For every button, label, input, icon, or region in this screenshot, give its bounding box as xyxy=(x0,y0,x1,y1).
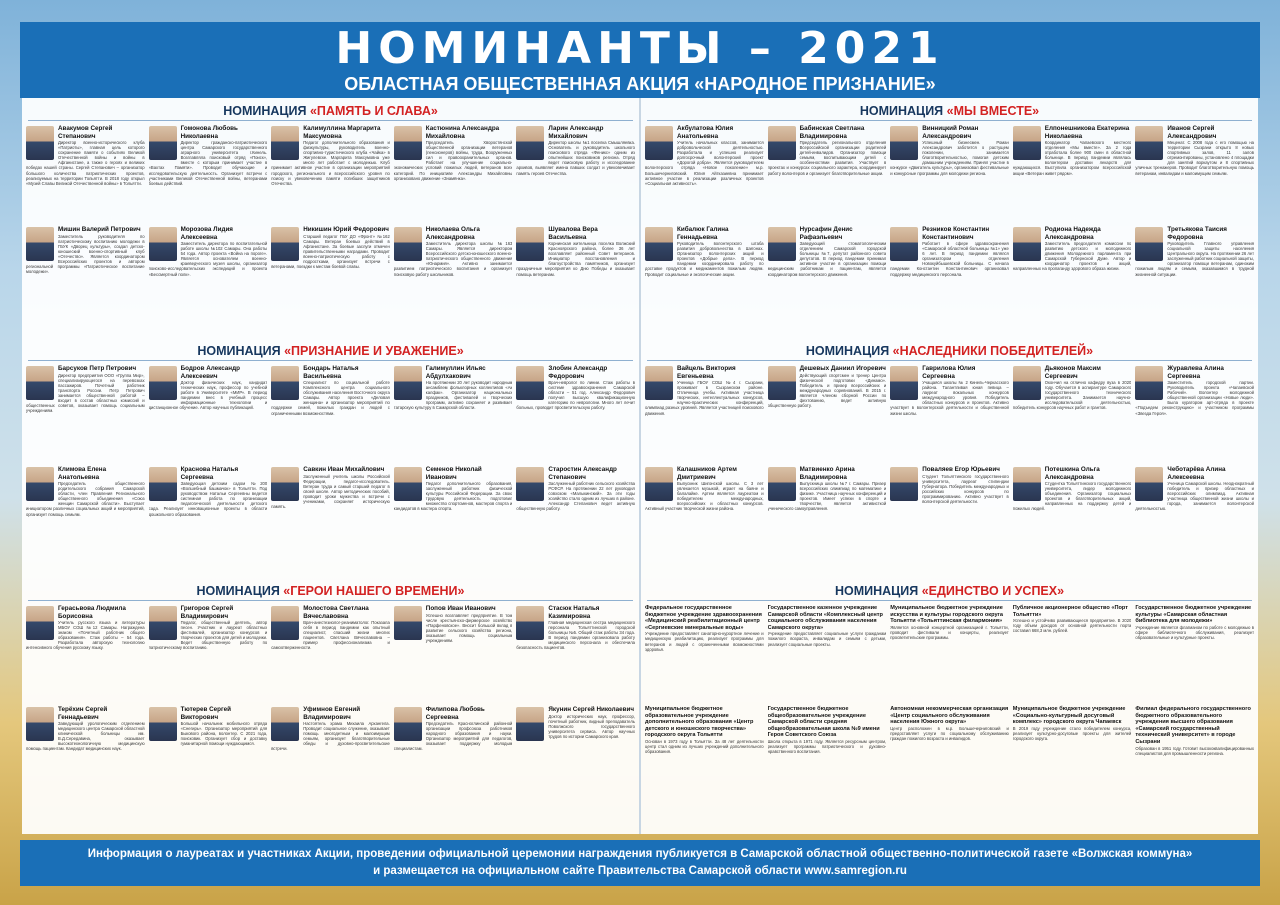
nominee-description: Директор школы №1 поселка Смышляевка. Основатель и руководитель школьного поискового отряда «Феникс» одним из опытнейших поисковиков региона. Отряд ведет поисковую работу и исследование архивов, выявляет имена павших солдат и увековечивает память героев Отечества. xyxy=(516,140,635,176)
nominee-description: Окончил на отлично кафедру вуза в 2020 году. Обучается в аспирантуре Самарского государственного технического университета. Занимается научно-исследовательской деятельностью, победитель конкурсов научных работ и грантов. xyxy=(1012,380,1132,411)
nominee-card xyxy=(890,123,1009,223)
nominee-photo xyxy=(1135,467,1163,501)
nominee-grid xyxy=(22,363,639,463)
nominee-card xyxy=(26,224,145,324)
nomination-section xyxy=(641,342,1258,463)
nominee-name: Молостова Светлана Вячеславовна xyxy=(303,605,369,620)
nominee-name: Злобин Александр Федорович xyxy=(548,365,608,380)
nominee-photo xyxy=(394,467,422,501)
organization-name: Филиал федерального государственного бюджетного образовательного учреждения высшего образования «Самарский государственный технический университет» в городе Сызрани xyxy=(1135,706,1251,745)
organization-name: Муниципальное бюджетное учреждение «Социально-культурный досуговый комплекс» городского округа Чапаевск xyxy=(1012,706,1126,726)
nominee-description: Заведующий стоматологическим отделением Самарской городской больницы №7, депутат районного совета депутатов. В период пандемии принимал активное участие в организации помощи медицинским работникам и пациентам, является координатором волонтерского движения. xyxy=(767,241,887,277)
nominee-card xyxy=(149,603,268,703)
nominee-photo xyxy=(890,467,918,501)
nominee-name: Родиона Надежда Александровна xyxy=(1044,226,1101,241)
nominee-name: Мишин Валерий Петрович xyxy=(58,226,141,233)
nominee-photo xyxy=(26,126,54,160)
nominee-name: Краснова Наталья Сергеевна xyxy=(180,466,239,481)
nominee-photo xyxy=(26,467,54,501)
organization-description: Образован в 1951 году. Готовит высококвалифицированных специалистов для промышленности региона. xyxy=(1135,745,1254,756)
nominee-grid xyxy=(22,464,639,564)
nominee-card xyxy=(1135,363,1254,463)
nominee-photo xyxy=(890,227,918,261)
organization-card xyxy=(1135,603,1254,711)
nominee-description: Заместитель директора школы №163 Самары. Является директором Всероссийского детско-юношеского военно-патриотического общественного движения «Юнармия». Активно занимается развитием патриотического воспитания и организует поисковую работу школьников. xyxy=(393,241,513,277)
nominee-card xyxy=(394,464,513,564)
nominee-photo xyxy=(271,227,299,261)
nomination-title xyxy=(641,102,1258,120)
nominee-card xyxy=(516,464,635,564)
section-divider xyxy=(647,120,1252,121)
nominee-photo xyxy=(271,606,299,640)
nominee-card xyxy=(645,363,764,463)
nominee-photo xyxy=(1013,227,1041,261)
nominee-name: Бондарь Наталья Васильевна xyxy=(303,365,359,380)
nomination-prefix: НОМИНАЦИЯ xyxy=(223,104,310,118)
nominee-card xyxy=(394,704,513,804)
nominee-name: Кастюнина Александра Михайловна xyxy=(425,125,500,140)
nominee-photo xyxy=(394,366,422,400)
nomination-prefix: НОМИНАЦИЯ xyxy=(197,344,285,358)
nominee-description: Работает в сфере здравоохранения «Самарской областной больницы №1» уже 6 лет. В период пандемии являлся организатором отделения Новокуйбышевской больницы. С начала пандемии Константин Константинович организовал поддержку медицинского персонала. xyxy=(890,241,1009,277)
nominee-description: Врач-анестезиолог-реаниматолог. Показала себя в период пандемии как опытный специалист, спасший жизни многих пациентов. Светлана Вячеславовна – пример профессионализма и самоотверженности. xyxy=(271,620,390,651)
nomination-name: «ЕДИНСТВО И УСПЕХ» xyxy=(921,584,1065,598)
section-divider xyxy=(28,600,633,601)
nominee-photo xyxy=(516,467,544,501)
nomination-name: «МЫ ВМЕСТЕ» xyxy=(946,104,1040,118)
nominee-card xyxy=(768,363,887,463)
nominee-photo xyxy=(890,366,918,400)
nominee-card xyxy=(516,224,635,324)
nominee-name: Стасюк Наталья Казимировна xyxy=(548,605,600,620)
nominee-description: Заместитель городской партии. Руководитель проекта «Чапаевской Рабочий». Волонтер молодежной общественной организации «Новые люди». Была куратором арт-отряда в проекте «Подъедем реконструкцию» и участником программы «Звезда Героя». xyxy=(1135,380,1254,416)
nomination-section xyxy=(22,582,639,703)
nomination-section xyxy=(641,224,1258,324)
nominee-description: Настоятель храма Михаила Архангела. Проводит социальное служение, оказывает помощь многодетным и малоимущим семьям, организует благотворительные обеды и духовно-просветительские встречи. xyxy=(271,721,390,752)
nomination-title xyxy=(22,342,639,360)
nominee-card xyxy=(1135,224,1254,324)
nominee-name: Якунин Сергей Николаевич xyxy=(548,706,635,713)
nominee-card xyxy=(1013,224,1132,324)
nominee-card xyxy=(394,123,513,223)
nominee-photo xyxy=(1013,467,1041,501)
nominee-name: Матвиенко Арина Владимировна xyxy=(799,466,855,481)
nominee-name: Барсуков Петр Петрович xyxy=(58,365,137,372)
nominee-name: Семенов Николай Иванович xyxy=(425,466,482,481)
organization-description: Школа открыта в 1971 году. Является ресурсным центром, реализует программы патриотического и духовно-нравственного воспитания. xyxy=(767,738,887,755)
organization-description: Успешно и устойчиво развивающееся предприятие. В 2020 году объем доходов от основной деятельности порта составил 668,3 млн. рублей. xyxy=(1012,618,1132,634)
nomination-section xyxy=(22,464,639,564)
nominee-name: Старостин Александр Степанович xyxy=(548,466,617,481)
nominee-card xyxy=(516,123,635,223)
nominee-photo xyxy=(768,227,796,261)
nominee-photo xyxy=(271,126,299,160)
nominee-photo xyxy=(394,126,422,160)
nominee-photo xyxy=(149,707,177,741)
footer-line-1: Информация о лауреатах и участниках Акции, проведении официальной церемонии награждения публикуется в Самарской областной общественно-политической газете «Волжская коммуна» xyxy=(87,848,1193,860)
nominee-card xyxy=(394,363,513,463)
organization-name: Государственное казенное учреждение Самарской области «Комплексный центр социального обслуживания населения Самарского округа» xyxy=(767,605,883,631)
nominee-name: Акбулатова Юлия Анатольевна xyxy=(677,125,734,140)
nominee-card xyxy=(149,224,268,324)
nominee-description: Меценат. С 2008 года с его помощью на территории Сызрани открыто 8 новых спортивных залов, 11 залов отремонтированы, установлено 4 площадки для занятий воркаутом и 8 спортивных уличных тренажеров. Проводит благотворительную помощь ветеранам, инвалидам и малоимущим семьям. xyxy=(1135,140,1254,176)
nominee-description: Заслуженный работник сельского хозяйства РСФСР. На протяжении 22 лет руководил совхозом «Малыкинский». За эти годы хозяйство стало одним из лучших в районе. Александр Степанович ведет активную общественную работу. xyxy=(516,481,635,512)
nominee-photo xyxy=(149,126,177,160)
nomination-title xyxy=(641,582,1258,600)
nominee-card xyxy=(516,704,635,804)
nominee-name: Климова Елена Анатольевна xyxy=(58,466,107,481)
nomination-name: «НАСЛЕДНИКИ ПОБЕДИТЕЛЕЙ» xyxy=(892,344,1094,358)
nominee-description: Большой начальник мобильного отряда «Снегирь». Организатор мероприятий для Быкового района, волонтер. С 2021 года, поисковик. Организует сбор и доставку гуманитарной помощи нуждающимся. xyxy=(180,721,268,747)
nominee-name: Шувалова Вера Васильевна xyxy=(548,226,598,241)
nominee-description: Успешно возглавляет предприятие. В том числе крестьянско-фермерское хозяйство «Парфеновское». Вносит большой вклад в развитие сельского хозяйства региона, оказывает помощь социальным учреждениям. xyxy=(425,612,513,643)
nominee-description: Специалист по социальной работе Комплексного центра социального обслуживания населения Восточного округа Самары. Автор проекта «Деловая женщина» и организатор мероприятий по поддержке семей, пожилых граждан и людей с ограниченными возможностями. xyxy=(271,380,390,416)
nominee-card xyxy=(271,464,390,564)
nomination-section xyxy=(22,704,639,804)
organization-name: Муниципальное бюджетное образовательное учреждение дополнительного образования «Центр детского и юношеского творчества» городского округа Тольятти xyxy=(645,706,754,739)
nominee-name: Калашников Артем Дмитриевич xyxy=(677,466,737,481)
nomination-prefix: НОМИНАЦИЯ xyxy=(834,584,922,598)
nominee-card xyxy=(516,363,635,463)
organization-card xyxy=(1135,704,1254,812)
nominee-card xyxy=(768,123,887,223)
nominee-description: Учащаяся школы № 2 Кинель-Черкасского района. Талантливая юная певица – лауреат вокальных конкурсов международного уровня. Победитель областных конкурсов и проектов. Активно участвует в волонтерской деятельности и общественной жизни школы. xyxy=(890,380,1009,416)
organization-card xyxy=(1013,704,1132,812)
nominee-photo xyxy=(1013,126,1041,160)
nominee-card xyxy=(271,704,390,804)
nominee-photo xyxy=(768,126,796,160)
section-divider xyxy=(28,360,633,361)
organization-description: Учреждение является флагманом по работе с молодежью в сфере библиотечного обслуживания, реализует образовательные и культурные проекты. xyxy=(1135,624,1254,640)
nominee-description: Руководитель волонтерского штаба развития добровольчества в Шигонах. Организатор волонтерских акций и проектов «Добрые дела». В период пандемии координировала работу по доставке продуктов и медикаментов пожилым людям. Проводит социальные и экологические акции. xyxy=(645,241,764,277)
nominee-name: Никишин Юрий Федорович xyxy=(303,226,389,233)
nominee-name: Елпонешникова Екатерина Николаевна xyxy=(1044,125,1130,140)
nominee-card xyxy=(149,363,268,463)
nominee-photo xyxy=(768,366,796,400)
nominee-card xyxy=(1135,123,1254,223)
organization-description: Основан в 1973 году в Тольятти. За 48 лет деятельности центр стал одним из лучших учреждений дополнительного образования. xyxy=(645,738,764,755)
nominee-name: Бабинская Светлана Владимировна xyxy=(799,125,865,140)
nominee-description: Студент Тольяттинского государственного университета, лауреат стипендии Губернатора. Победитель международных и российских конкурсов по программированию. Активно участвует в волонтерской деятельности. xyxy=(922,473,1009,504)
nominee-grid xyxy=(641,224,1258,324)
nominee-card xyxy=(26,464,145,564)
nominee-photo xyxy=(1135,227,1163,261)
nominee-description: Врач-невролог по линии. Стаж работы в системе здравоохранения Самарской области – 51 год. Александр Федорович получил высшую квалификационную категорию по неврологии. Много лет лечит больных, проводит просветительскую работу. xyxy=(516,380,635,411)
nominee-card xyxy=(645,224,764,324)
nominee-name: Иванов Сергей Александрович xyxy=(1167,125,1217,140)
nominee-name: Филипова Любовь Сергеевна xyxy=(425,706,485,721)
nominee-card xyxy=(645,464,764,564)
nominee-photo xyxy=(394,606,422,640)
nominee-grid xyxy=(22,224,639,324)
organization-description: В 2019 году учреждение стало победителем конкурса, реализует культурно-досуговые проекты для жителей городского округа. xyxy=(1012,725,1132,741)
nominee-card xyxy=(516,603,635,703)
nominee-name: Морозова Лидия Алексеевна xyxy=(180,226,233,241)
nominee-name: Третьякова Таисия Федоровна xyxy=(1167,226,1227,241)
organization-name: Государственное бюджетное общеобразовательное учреждение Самарской области средняя общеобразовательная школа №9 имени Героя Советского Союза xyxy=(767,706,880,739)
nominee-description: Действующий спортсмен и тренер Центра физической подготовки «Динамо». Победитель и призер всероссийских и международных соревнований. В 2015 г. является членом сборной России по фехтованию, ведет активную общественную работу. xyxy=(767,372,887,409)
nominee-description: Председатель общественного родительского собрания Самарской области, член Правления Регионального общественного объединения «Союз женщин Самарской области». Выступает инициатором различных социальных акций и мероприятий, организует помощь семьям. xyxy=(26,481,145,517)
nominee-description: Директор предприятия ООО «Группа Мир», специализирующегося на перевозках пассажиров. Почетный работник транспорта России. Петр Петрович занимается общественной работой – входит в состав областных комиссий и общественных советов, оказывает помощь социальным учреждениям. xyxy=(26,372,145,414)
nominee-photo xyxy=(149,606,177,640)
nominee-description: Выпускник Шигонской школы. С 3 лет увлекается музыкой, играет на баяне и балалайке. Артем является лауреатом и победителем международных, всероссийских и областных конкурсов. Активный участник творческой жизни района. xyxy=(645,481,764,512)
nominee-name: Галимуллин Ильяс Абдулхакович xyxy=(425,365,486,380)
nominee-grid xyxy=(641,363,1258,463)
nominee-photo xyxy=(1013,366,1041,400)
organization-card xyxy=(645,704,764,812)
nomination-section xyxy=(22,102,639,223)
organization-name: Публичное акционерное общество «Порт Тольятти» xyxy=(1012,605,1128,618)
poster-header xyxy=(20,22,1260,98)
nominee-name: Нурсафин Денис Рафаэльевич xyxy=(799,226,853,241)
nominee-grid xyxy=(641,704,1258,812)
nominee-description: Доктор исторических наук, профессор, почетный работник, видный преподаватель Поволжского государственного университета сервиса. Автор научных трудов по истории Самарского края. xyxy=(548,713,635,739)
page-subtitle: ОБЛАСТНАЯ ОБЩЕСТВЕННАЯ АКЦИЯ «НАРОДНОЕ ПРИЗНАНИЕ» xyxy=(344,74,936,94)
nominee-name: Винницкий Роман Александрович xyxy=(922,125,979,140)
nomination-section xyxy=(641,582,1258,711)
nominee-description: Заместитель руководителя по патриотическому воспитанию молодежи в ГБУК «Дворец культуры», создал детско-юношеский военно-спортивный клуб «Отечество». Является координатором Всероссийских проектов и автором региональной программы «Патриотическое воспитание молодежи». xyxy=(26,233,145,275)
footer-line-2: и размещается на официальном сайте Правительства Самарской области www.samregion.ru xyxy=(373,865,907,877)
section-divider xyxy=(28,120,633,121)
nominee-description: На протяжении 20 лет руководит народным ансамблем фольклорных коллективов «Ак калфак». Организатор национальных праздников, фестивалей и творческих программ, активно сохраняет и развивает татарскую культуру в Самарской области. xyxy=(393,380,513,411)
nominee-photo xyxy=(26,366,54,400)
nominee-description: Успешный бизнесмен. Роман Александрович заботится о растущем поколении, занимается благотворительностью, помогая детским домашним учреждениям. Принял участие в конкурсе «Двигатель культуры», организовал фестивальные и конкурсные программы для молодежи региона. xyxy=(890,140,1009,176)
nomination-name: «ПРИЗНАНИЕ И УВАЖЕНИЕ» xyxy=(284,344,464,358)
nominee-description: Председатель Красноглинской районной организации профсоюза работников народного образования и науки. Организатор мероприятий для педагогов, оказывает поддержку молодым специалистам. xyxy=(393,721,513,752)
nominee-card xyxy=(890,464,1009,564)
section-divider xyxy=(647,360,1252,361)
organization-name: Автономная некоммерческая организация «Центр социального обслуживания населения Южного округа» xyxy=(890,706,1009,726)
nominee-description: Главная медицинская сестра медицинского персонала Тольяттинской городской больницы №5. Общий стаж работы 34 года. В период пандемии организовала работу медицинского персонала и обеспечила безопасность пациентов. xyxy=(516,620,635,651)
nominee-card xyxy=(394,603,513,703)
nominee-description: Заместитель директора по воспитательной работе школы №102 Самары. Она работы 54 года. Автор проекта «Война на пороге». Является основателем военно-краеведческого музея школы, организатор поисково-исследовательских экспедиций и проекта «Бессмертный полк». xyxy=(148,241,268,277)
organization-name: Федеральное государственное бюджетное учреждение здравоохранения «Медицинский реабилитационный центр «Сергиевские минеральные воды» xyxy=(645,605,762,631)
nomination-section xyxy=(22,342,639,463)
organization-description: Учреждение предоставляет социальные услуги гражданам пожилого возраста, инвалидам и семьям с детьми, реализует социальные проекты. xyxy=(767,631,887,647)
nominee-description: Учитель русского языка и литературы МБОУ СОШ №12 Самары. Награждена знаком «Почетный работник общего образования». Стаж работы – 54 года. Разработала авторскую технологию интенсивного обучения русскому языку. xyxy=(26,620,145,651)
organization-description: Центр расположен в м.р. Большечерниговский и предоставляет услуги по социальному обслуживанию граждан пожилого возраста и инвалидов. xyxy=(890,725,1009,741)
nominee-card xyxy=(1013,464,1132,564)
nomination-prefix: НОМИНАЦИЯ xyxy=(805,344,893,358)
nominee-card xyxy=(890,224,1009,324)
nominee-description: Ученица ГБОУ СОШ №4 г. Сызрани, проживает в Сызранском районе. Отличница учебы. Активная участница творческих, интеллектуальных конкурсов, научно-практических конференций, олимпиад разных уровней. Является участницей поискового движения. xyxy=(645,380,764,416)
nominee-grid xyxy=(22,603,639,703)
nomination-section xyxy=(641,704,1258,812)
nominee-name: Савкин Иван Михайлович xyxy=(303,466,385,473)
nominee-photo xyxy=(271,366,299,400)
nominee-name: Гомонова Любовь Николаевна xyxy=(180,125,238,140)
nominee-name: Ларин Александр Михайлович xyxy=(548,125,604,140)
nominee-name: Попов Иван Иванович xyxy=(425,605,496,612)
nominee-card xyxy=(271,363,390,463)
nominee-description: Заслуженный учитель школы Российской Федерации, педагог-исследователь. Ветеран труда и самый старший педагог в своей школе. Автор методических пособий, проводит уроки мужества и встречи с учениками, сохраняет историческую память. xyxy=(271,473,390,510)
nominee-photo xyxy=(26,707,54,741)
nominee-photo xyxy=(645,467,673,501)
nominee-photo xyxy=(516,606,544,640)
nominee-name: Чеботарёва Алина Алексеевна xyxy=(1167,466,1226,481)
organization-card xyxy=(1013,603,1132,711)
nominee-card xyxy=(271,603,390,703)
nominee-name: Вайцель Виктория Евгеньевна xyxy=(677,365,736,380)
nominee-description: Ученица Самарской школы. Неоднократный победитель и призер областных и всероссийских олимпиад. Активная участница общественной жизни школы и города, занимается волонтерской деятельностью. xyxy=(1135,481,1254,512)
nominee-description: Студентка Тольяттинского государственного университета, лидер молодежного объединения. Организатор социальных проектов и благотворительных акций, направленных на поддержку детей и пожилых людей. xyxy=(1012,481,1132,512)
nominee-grid xyxy=(641,123,1258,223)
nominee-card xyxy=(26,363,145,463)
organization-card xyxy=(768,603,887,711)
nominee-photo xyxy=(149,467,177,501)
nominee-name: Терёхин Сергей Геннадьевич xyxy=(58,706,108,721)
nominee-name: Николаева Ольга Александровна xyxy=(425,226,480,241)
nomination-section xyxy=(641,464,1258,564)
nominee-card xyxy=(271,123,390,223)
nominee-card xyxy=(26,704,145,804)
nominee-name: Дьяконов Максим Сергеевич xyxy=(1044,365,1101,380)
nominee-card xyxy=(1135,464,1254,564)
nominee-photo xyxy=(768,467,796,501)
nominee-name: Герасьвова Людмила Борисовна xyxy=(58,605,126,620)
nominee-photo xyxy=(645,366,673,400)
nominee-card xyxy=(149,704,268,804)
nominee-description: Председатель Хворостянской общественной организации ветеранов (пенсионеров) войны, труда, Вооруженных сил и правоохранительных органов. Работает на улучшение социально-экономических условий пожилых людей, ветеранов всех категорий. По инициативе Александры Михайловны организовано движение «Знамёнка». xyxy=(393,140,513,181)
nominee-photo xyxy=(26,606,54,640)
nomination-title xyxy=(641,342,1258,360)
organization-name: Муниципальное бюджетное учреждение искусства и культуры городского округа Тольятти «Тольяттинская филармония» xyxy=(890,605,1003,625)
nominee-name: Журавлева Алина Сергеевна xyxy=(1167,365,1224,380)
nominee-description: Педагог, общественный деятель, автор песен. Участник и лауреат областных фестивалей, организатор конкурсов и творческих проектов для детей и молодежи. Ведет общественную работу по патриотическому воспитанию. xyxy=(148,620,268,651)
nominee-card xyxy=(768,464,887,564)
nominee-description: Заместитель председателя комиссии по развитию детского и молодежного движения Молодежного парламента при Самарской Губернской Думе. Автор и координатор проектов и акций, направленных на пропаганду здорового образа жизни. xyxy=(1012,241,1132,272)
nominee-name: Бодров Александр Алексеевич xyxy=(180,365,240,380)
nominee-photo xyxy=(149,227,177,261)
nominee-photo xyxy=(890,126,918,160)
nominee-grid xyxy=(22,704,639,804)
nominee-name: Калимуллина Маргарита Максумовна xyxy=(303,125,381,140)
nominee-grid xyxy=(22,123,639,223)
nomination-section xyxy=(22,224,639,324)
nominee-name: Дешевых Даниил Игоревич xyxy=(799,365,886,372)
nominee-photo xyxy=(271,467,299,501)
organization-card xyxy=(768,704,887,812)
nominee-description: Старший педагог ГБУ ДО «Фронт» №162 Самары. Ветеран боевых действий в Афганистане. За боевые заслуги отмечен правительственными наградами. Проводит военно-патриотическую работу с подростками, организует встречи с ветеранами, поездки к местам боевой славы. xyxy=(271,233,390,270)
nominee-description: Корнинская жительница поселка Волжский Красноярского района, более 36 лет возглавляет районный Совет ветеранов. Инициатор восстановления и благоустройства памятников, организует праздничные мероприятия ко Дню Победы и оказывает помощь ветеранам. xyxy=(516,241,635,277)
nominee-description: Координатор Чапаевского местного отделения «Мы вместе». За 2 года отработала более 900 смен в областной больнице. В период пандемии являлась волонтером доставки лекарств для нуждающихся. Выступила организатором всероссийской акции «Ветеран живет рядом». xyxy=(1012,140,1132,176)
nominee-card xyxy=(768,224,887,324)
nominee-photo xyxy=(516,366,544,400)
nominee-description: Заведующий урологическим отделением медицинского центра Самарской областной клинической больницы им. В.Д.Середавина, оказывает высокотехнологичную медицинскую помощь пациентам. Кандидат медицинских наук. xyxy=(26,721,145,752)
nominee-description: Руководитель Главного управления социальной защиты населения Центрального округа. На протяжении 26 лет заслуженный работник социальной защиты, организатор помощи ветеранам, одиноким пожилым людям и семьям, оказавшимся в трудной жизненной ситуации. xyxy=(1135,241,1254,277)
nominee-name: Уфимнов Евгений Владимирович xyxy=(303,706,361,721)
organization-card xyxy=(645,603,764,711)
organization-description: Учреждение предоставляет санаторно-курортное лечение и медицинскую реабилитацию, реализует программы для ветеранов и людей с ограниченными возможностями здоровья. xyxy=(645,631,764,652)
nominee-description: Педагог дополнительного образования, заслуженный работник физической культуры Российской Федерации. За свою трудовую деятельность подготовил множество спортсменов, мастеров спорта и кандидатов в мастера спорта. xyxy=(393,481,513,512)
nominee-card xyxy=(149,123,268,223)
section-divider xyxy=(647,600,1252,601)
nominee-description: Директор военно-исторического клуба «Патриоты», главная цель которого сохранение памяти о событиях Великой Отечественной войны и войны в Афганистане, а также о героях и великих победах нашей страны. Сергей Степанович – организатор большого количества патриотических проектов, реализуемых на территории Тольятти. В 2018 году открыл «Музей Славы Великой Отечественной войны» в Тольятти. xyxy=(26,140,145,186)
nominee-card xyxy=(645,123,764,223)
nominee-card xyxy=(1013,123,1132,223)
nominee-description: Председатель регионального отделения Всероссийской организации родителей детей-инвалидов. Организатор помощи семьям, воспитывающим детей с особенностями развития. Участвует в проектах и конкурсах социального характера, координирует работу волонтеров и организует благотворительные акции. xyxy=(767,140,887,176)
organization-description: Является основной концертной организацией г. Тольятти, проводит фестивали и концерты, реализует просветительские программы. xyxy=(890,624,1009,640)
nomination-name: «ГЕРОИ НАШЕГО ВРЕМЕНИ» xyxy=(283,584,465,598)
nominee-photo xyxy=(1135,126,1163,160)
nominee-description: Учитель начальных классов, занимается добровольческой деятельностью. Разработала и успешно реализует долгосрочный волонтерский проект «Дорогой добра». Является руководителем волонтерского отряда «Новое поколение» м.р. Большечерниговский. Юлия Айтказиевна принимает активное участие в реализации различных проектов «Социальная активность». xyxy=(645,140,764,186)
nomination-section xyxy=(641,102,1258,223)
nominee-photo xyxy=(645,227,673,261)
page-title: НОМИНАНТЫ – 2021 xyxy=(335,23,945,74)
nominee-photo xyxy=(26,227,54,261)
nominee-photo xyxy=(149,366,177,400)
nominee-name: Кибалюк Галина Геннадьевна xyxy=(677,226,729,241)
nominee-photo xyxy=(1135,366,1163,400)
nominee-grid xyxy=(641,464,1258,564)
nominee-card xyxy=(271,224,390,324)
organization-name: Государственное бюджетное учреждение культуры «Самарская областная библиотека для молодежи» xyxy=(1135,605,1252,625)
nominee-board xyxy=(22,98,1258,834)
nominee-name: Григоров Сергей Владимирович xyxy=(180,605,234,620)
nominee-grid xyxy=(641,603,1258,711)
poster-footer xyxy=(20,840,1260,886)
nomination-title xyxy=(22,102,639,120)
nominee-card xyxy=(1013,363,1132,463)
nominee-photo xyxy=(516,126,544,160)
nominee-description: Выпускница школы №7 г. Самары. Призер всероссийских олимпиад по математике и физике. Участница научных конференций и проектов. Имеет успехи в спорте и творчестве, является активисткой ученического самоуправления. xyxy=(767,481,887,512)
nomination-title xyxy=(22,582,639,600)
nominee-card xyxy=(26,603,145,703)
nominee-card xyxy=(394,224,513,324)
nominee-name: Резников Константин Константинович xyxy=(922,226,990,241)
nominee-name: Тютерев Сергей Викторович xyxy=(180,706,232,721)
nominee-description: Доктор физических наук, кандидат технических наук, профессор по учебной работе в Университете «МИР». В период пандемии внес в учебный процесс информационные технологии и дистанционное обучение. Автор научных публикаций. xyxy=(148,380,268,411)
nominee-photo xyxy=(645,126,673,160)
nominee-photo xyxy=(516,227,544,261)
organization-card xyxy=(890,704,1009,812)
nominee-photo xyxy=(394,227,422,261)
nomination-prefix: НОМИНАЦИЯ xyxy=(196,584,284,598)
nominee-name: Потешкина Ольга Александровна xyxy=(1044,466,1100,481)
nominee-card xyxy=(890,363,1009,463)
nomination-name: «ПАМЯТЬ И СЛАВА» xyxy=(309,104,438,118)
nominee-description: Заведующая детским садом №200 «Волшебный башмачок» в Тольятти. Под руководством Натальи Сергеевны ведется системная работа по организации педагогической деятельности детского сада. Реализует инновационные проекты в области дошкольного образования. xyxy=(148,481,268,517)
nominee-photo xyxy=(516,707,544,741)
nominee-photo xyxy=(394,707,422,741)
nominee-card xyxy=(26,123,145,223)
nominee-description: Педагог дополнительного образования и физкультуры, руководитель военно-спортивно-туристического клуба «Чайка» в Жигулевске. Маргарита Максумовна уже много лет работает с молодежью. Клуб принимает активное участие в организации мероприятий городского, регионального и всероссийского уровня по поиску и увековечению памяти погибших защитников Отечества. xyxy=(271,140,390,186)
nominee-name: Гаврилова Юлия Сергеевна xyxy=(922,365,976,380)
organization-card xyxy=(890,603,1009,711)
nomination-prefix: НОМИНАЦИЯ xyxy=(859,104,947,118)
nominee-name: Авакумов Сергей Степанович xyxy=(58,125,113,140)
nominee-name: Поваляев Егор Юрьевич xyxy=(922,466,1000,473)
nominee-description: Директор гражданско-патриотического центра Самарского государственного аграрного университета г.Кинель. Возглавляла поисковый отряд «Поиск», вместе с которым принимает участие в «Вахтах Памяти». Проводит обучающие и исследовательскую деятельность. Организует встречи с участниками Великой Отечественной войны, ветеранами боевых действий. xyxy=(148,140,268,186)
nominee-photo xyxy=(271,707,299,741)
nominee-card xyxy=(149,464,268,564)
